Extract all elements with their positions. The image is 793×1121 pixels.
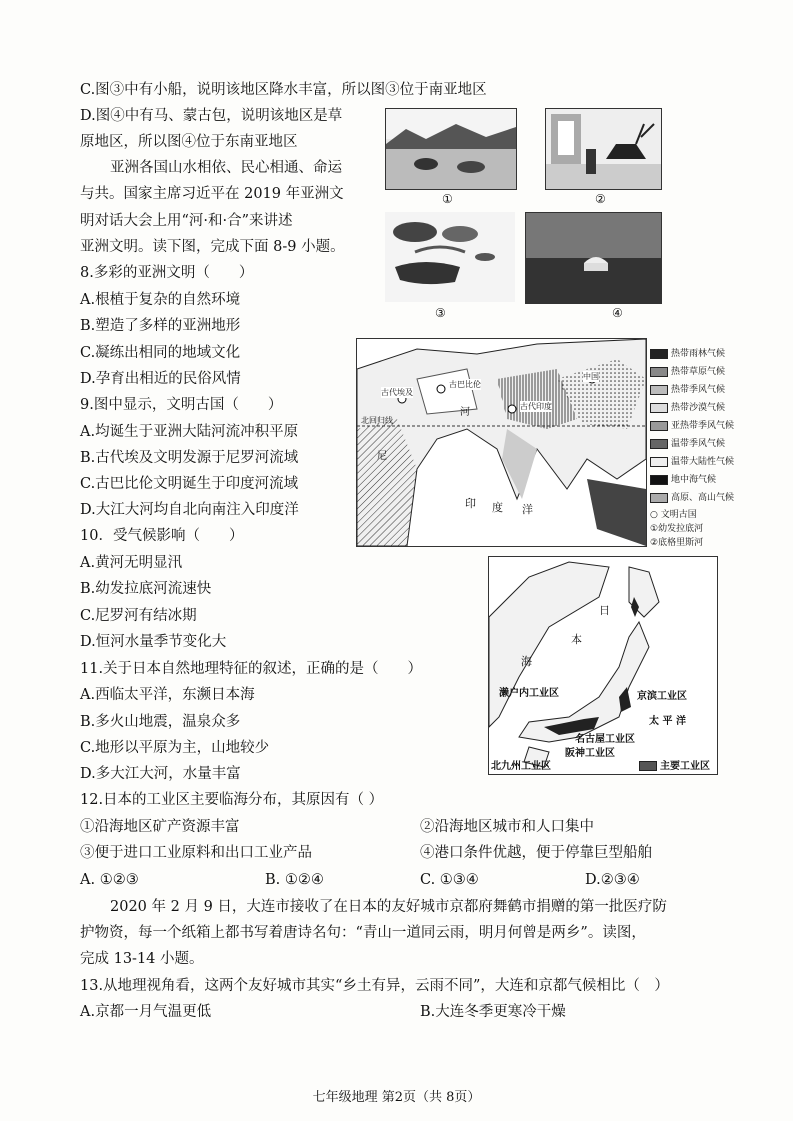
q10-stem: 10．受气候影响（ ） xyxy=(80,528,244,544)
q8-option-c: C.凝练出相同的地域文化 xyxy=(80,345,241,361)
legend-river-2: ②底格里斯河 xyxy=(650,538,704,548)
label-kitakyushu: 北九州工业区 xyxy=(491,761,551,772)
q12-statement-3: ③便于进口工业原料和出口工业产品 xyxy=(80,845,312,861)
legend-river-1: ①幼发拉底河 xyxy=(650,524,704,534)
label-egypt: 古代埃及 xyxy=(381,388,413,397)
legend-civ xyxy=(650,507,697,520)
photo-3-label: ③ xyxy=(435,306,446,320)
label-nile: 尼 xyxy=(377,451,387,462)
photo-2-label: ② xyxy=(595,192,606,206)
q11-option-b: B.多火山地震，温泉众多 xyxy=(80,714,241,730)
legend-item-3 xyxy=(650,382,725,395)
q10-option-a: A.黄河无明显汛 xyxy=(80,555,183,571)
legend-label: 主要工业区 xyxy=(660,761,710,772)
photo-4-grassland-yurt xyxy=(525,212,662,304)
asia-climate-map xyxy=(356,338,647,547)
page-footer: 七年级地理 第2页（共 8页） xyxy=(312,1090,481,1105)
q12-statement-1: ①沿海地区矿产资源丰富 xyxy=(80,819,240,835)
label-hanshin: 阪神工业区 xyxy=(565,748,615,759)
legend-swatch xyxy=(650,385,668,395)
japan-industrial-map xyxy=(488,556,718,775)
label-setouchi: 濑户内工业区 xyxy=(499,688,559,699)
photo-2-reindeer xyxy=(545,108,662,190)
q12-option-d: D.②③④ xyxy=(585,872,640,888)
photo-3-boats xyxy=(385,212,515,302)
q7-option-d-line1: D.图④中有马、蒙古包，说明该地区是草 xyxy=(80,108,343,124)
label-sea-a: 日 xyxy=(599,604,610,617)
q11-option-c: C.地形以平原为主，山地较少 xyxy=(80,740,270,756)
q10-option-c: C.尼罗河有结冰期 xyxy=(80,608,197,624)
legend-item-9 xyxy=(650,490,734,503)
label-china: 中国 xyxy=(583,372,599,381)
label-ocean-2: 度 xyxy=(492,501,503,514)
legend-swatch xyxy=(639,761,657,771)
intro-line2: 与共。国家主席习近平在 2019 年亚洲文 xyxy=(80,186,344,202)
q12-statement-2: ②沿海地区城市和人口集中 xyxy=(420,819,594,835)
label-tropic: 北回归线 xyxy=(361,416,393,425)
label-nagoya: 名古屋工业区 xyxy=(575,734,635,745)
legend-item-6 xyxy=(650,436,725,449)
legend-swatch xyxy=(650,403,668,413)
legend-label: 热带沙漠气候 xyxy=(671,403,726,413)
intro-line7: 完成 13-14 小题。 xyxy=(80,951,204,967)
label-river: 河 xyxy=(460,407,470,418)
label-sea-b: 本 xyxy=(571,633,582,646)
legend-label: 热带季风气候 xyxy=(671,385,726,395)
legend-swatch xyxy=(650,349,668,359)
q10-option-d: D.恒河水量季节变化大 xyxy=(80,634,227,650)
q12-statement-4: ④港口条件优越，便于停靠巨型船舶 xyxy=(420,845,652,861)
label-ocean-3: 洋 xyxy=(522,503,533,516)
legend-item-7 xyxy=(650,454,734,467)
label-keihin: 京滨工业区 xyxy=(637,691,687,702)
legend-item-4 xyxy=(650,400,725,413)
intro-line6: 护物资，每一个纸箱上都书写着唐诗名句：“青山一道同云雨，明月何曾是两乡”。读图， xyxy=(80,925,646,941)
legend-swatch xyxy=(650,457,668,467)
label-india: 古代印度 xyxy=(520,402,552,411)
q7-option-c: C.图③中有小船，说明该地区降水丰富，所以图③位于南亚地区 xyxy=(80,82,487,98)
legend-item-8 xyxy=(650,472,716,485)
intro-line1: 亚洲各国山水相依、民心相通、命运 xyxy=(110,160,342,176)
q9-option-d: D.大江大河均自北向南注入印度洋 xyxy=(80,502,299,518)
q12-stem: 12.日本的工业区主要临海分布，其原因有（ ） xyxy=(80,792,384,808)
q13-option-a: A.京都一月气温更低 xyxy=(80,1004,212,1020)
legend-item-2 xyxy=(650,364,725,377)
q12-option-c: C. ①③④ xyxy=(420,872,479,888)
q11-option-a: A.西临太平洋，东濒日本海 xyxy=(80,687,255,703)
label-sea-c: 海 xyxy=(521,655,532,668)
legend-item-5 xyxy=(650,418,734,431)
legend-label: 热带雨林气候 xyxy=(671,349,726,359)
q8-option-b: B.塑造了多样的亚洲地形 xyxy=(80,318,241,334)
q8-option-d: D.孕育出相近的民俗风情 xyxy=(80,371,241,387)
q9-stem: 9.图中显示，文明古国（ ） xyxy=(80,397,283,413)
q12-option-b: B. ①②④ xyxy=(265,872,324,888)
legend-label: 温带大陆性气候 xyxy=(671,457,735,467)
q8-option-a: A.根植于复杂的自然环境 xyxy=(80,292,241,308)
intro-line5: 2020 年 2 月 9 日，大连市接收了在日本的友好城市京都府舞鹤市捐赠的第一批医疗防 xyxy=(110,899,667,915)
legend-label: 地中海气候 xyxy=(671,475,717,485)
photo-1-desert-camels xyxy=(385,108,517,190)
legend-label: 温带季风气候 xyxy=(671,439,726,449)
label-ocean-1: 印 xyxy=(465,497,476,510)
legend-swatch xyxy=(650,367,668,377)
label-babylon: 古巴比伦 xyxy=(449,380,481,389)
japan-map-legend xyxy=(639,757,710,772)
legend-swatch xyxy=(650,421,668,431)
q7-option-d-line2: 原地区，所以图④位于东南亚地区 xyxy=(80,134,298,150)
intro-line4: 亚洲文明。读下图，完成下面 8-9 小题。 xyxy=(80,239,345,255)
legend-label: 亚热带季风气候 xyxy=(671,421,735,431)
q8-stem: 8.多彩的亚洲文明（ ） xyxy=(80,265,254,281)
legend-label: 热带草原气候 xyxy=(671,367,726,377)
legend-swatch xyxy=(650,493,668,503)
q11-option-d: D.多大江大河，水量丰富 xyxy=(80,766,241,782)
q9-option-c: C.古巴比伦文明诞生于印度河流域 xyxy=(80,476,299,492)
legend-item-1 xyxy=(650,346,725,359)
q9-option-b: B.古代埃及文明发源于尼罗河流域 xyxy=(80,450,299,466)
legend-swatch xyxy=(650,439,668,449)
photo-1-label: ① xyxy=(442,192,453,206)
legend-swatch xyxy=(650,475,668,485)
legend-label: 高原、高山气候 xyxy=(671,493,735,503)
label-pacific: 太 平 洋 xyxy=(649,716,686,727)
q9-option-a: A.均诞生于亚洲大陆河流冲积平原 xyxy=(80,424,299,440)
q13-stem: 13.从地理视角看，这两个友好城市其实“乡土有异，云雨不同”，大连和京都气候相比（ ） xyxy=(80,978,669,994)
photo-4-label: ④ xyxy=(612,306,623,320)
circle-icon: ○ xyxy=(650,510,658,520)
intro-line3: 明对话大会上用“河·和·合”来讲述 xyxy=(80,213,293,229)
q13-option-b: B.大连冬季更寒冷干燥 xyxy=(420,1004,566,1020)
q12-option-a: A. ①②③ xyxy=(80,872,139,888)
q10-option-b: B.幼发拉底河流速快 xyxy=(80,581,212,597)
q11-stem: 11.关于日本自然地理特征的叙述，正确的是（ ） xyxy=(80,661,423,677)
legend-label: 文明古国 xyxy=(660,510,697,520)
